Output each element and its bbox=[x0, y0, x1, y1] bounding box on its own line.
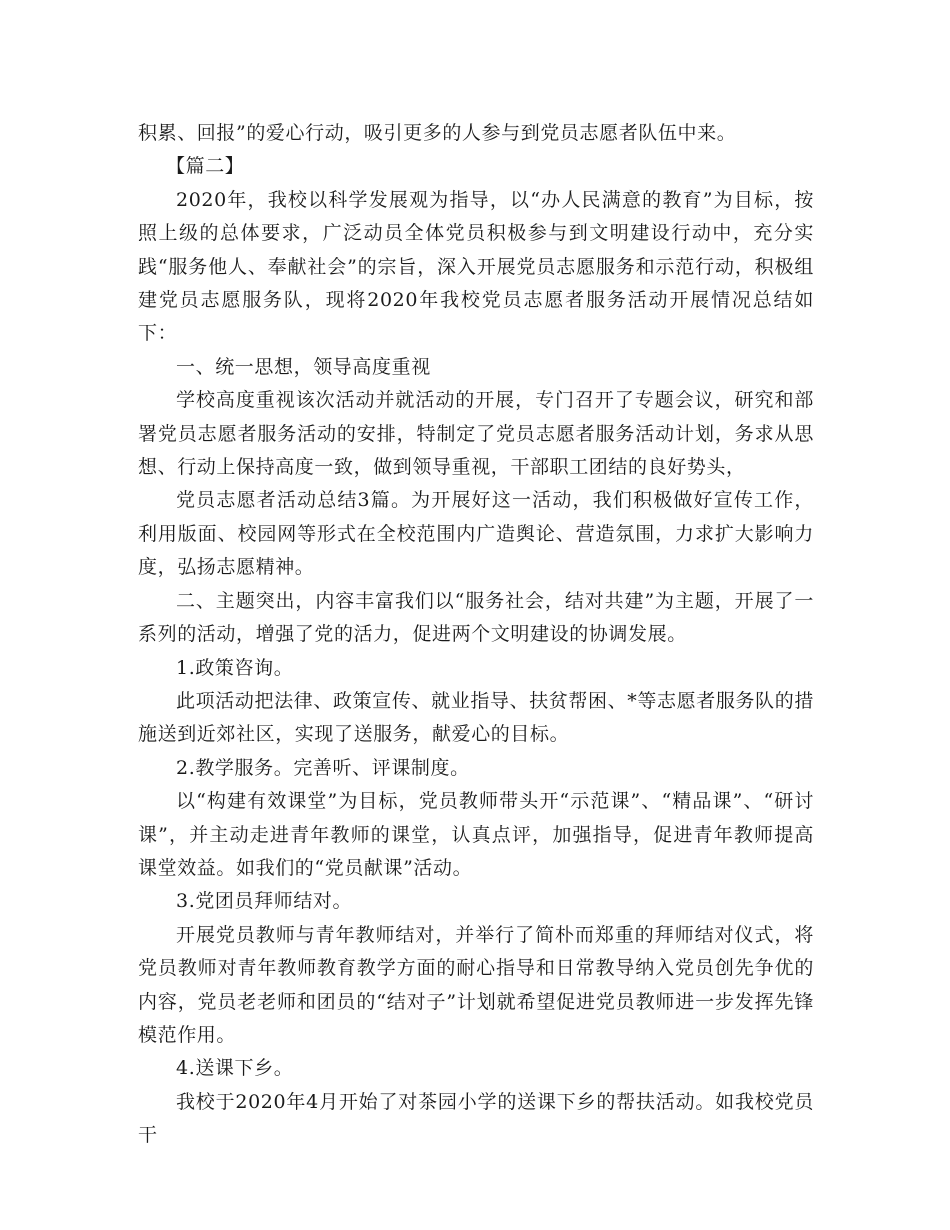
paragraph: 开展党员教师与青年教师结对，并举行了简朴而郑重的拜师结对仪式，将党员教师对青年教师教育教学方面的耐心指导和日常教导纳入党员创先争优的内容，党员老老师和团员的“结对子”计划就希望促进党员教师进一步发挥先锋模范作用。 bbox=[138, 923, 814, 1046]
list-item-heading: 2.教学服务。完善听、评课制度。 bbox=[176, 756, 470, 779]
paragraph: 以“构建有效课堂”为目标，党员教师带头开“示范课”、“精品课”、“研讨课”，并主动走进青年教师的课堂，认真点评，加强指导，促进青年教师提高课堂效益。如我们的“党员献课”活动。 bbox=[138, 790, 814, 879]
paragraph-continuation: 积累、回报”的爱心行动，吸引更多的人参与到党员志愿者队伍中来。 bbox=[138, 122, 737, 144]
section-heading-one: 一、统一思想，领导高度重视 bbox=[176, 355, 431, 378]
document-body bbox=[138, 117, 814, 1153]
list-item-heading: 1.政策咨询。 bbox=[176, 656, 294, 679]
paragraph: 学校高度重视该次活动并就活动的开展，专门召开了专题会议，研究和部署党员志愿者服务活动的安排，特制定了党员志愿者服务活动计划，务求从思想、行动上保持高度一致，做到领导重视，干部职工团结的良好势头， bbox=[138, 389, 814, 479]
section-heading-part-two: 【篇二】 bbox=[166, 155, 245, 178]
list-item-heading: 4.送课下乡。 bbox=[176, 1057, 294, 1080]
list-item-heading: 3.党团员拜师结对。 bbox=[176, 890, 353, 913]
section-heading-two: 二、主题突出，内容丰富我们以“服务社会，结对共建”为主题，开展了一系列的活动，增强了党的活力，促进两个文明建设的协调发展。 bbox=[138, 589, 814, 646]
paragraph-truncated: 我校于2020年4月开始了对茶园小学的送课下乡的帮扶活动。如我校党员干 bbox=[138, 1090, 814, 1147]
paragraph: 此项活动把法律、政策宣传、就业指导、扶贫帮困、*等志愿者服务队的措施送到近郊社区，实现了送服务，献爱心的目标。 bbox=[138, 689, 814, 746]
paragraph: 党员志愿者活动总结3篇。为开展好这一活动，我们积极做好宣传工作，利用版面、校园网等形式在全校范围内广造舆论、营造氛围，力求扩大影响力度，弘扬志愿精神。 bbox=[138, 489, 814, 579]
paragraph-intro: 2020年，我校以科学发展观为指导，以“办人民满意的教育”为目标，按照上级的总体要求，广泛动员全体党员积极参与到文明建设行动中，充分实践“服务他人、奉献社会”的宗旨，深入开展党员志愿服务和示范行动，积极组建党员志愿服务队，现将2020年我校党员志愿者服务活动开展情况总结如下： bbox=[138, 188, 814, 345]
